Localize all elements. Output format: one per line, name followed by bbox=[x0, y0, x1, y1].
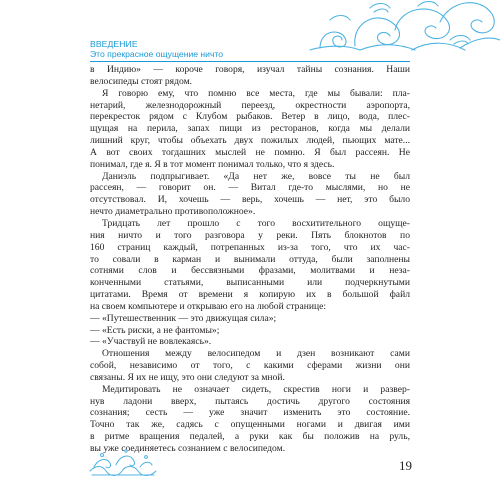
text-line: Медитировать не означает сидеть, скрестив ноги и развер- bbox=[102, 383, 410, 395]
text-line: собой, независимо от того, с какими сферами жизни они bbox=[90, 360, 410, 372]
page-number: 19 bbox=[399, 458, 412, 473]
text-line: лишний круг, чтобы объехать двух пожилых людей, пьющих мате... bbox=[90, 135, 410, 147]
text-line: нув ладони вверх, пытаясь достичь другого состояния bbox=[90, 395, 410, 407]
text-line: в ритме вращения педалей, а руки как бы положив на руль, bbox=[90, 431, 410, 443]
waves-decoration-icon bbox=[88, 447, 158, 477]
text-line: щущая на перила, запах пищи из ресторанов, когда мы делали bbox=[90, 123, 410, 135]
text-line: Даниэль подпрыгивает. «Да нет же, вовсе ты не был bbox=[102, 170, 410, 182]
text-line: отсутствовал. И, хочешь — верь, хочешь — нет, это было bbox=[90, 194, 410, 206]
text-line: сознания; сесть — уже значит изменить это состояние. bbox=[90, 407, 410, 419]
quote-line: — «Есть риски, а не фантомы»; bbox=[90, 324, 220, 336]
quote-line: — «Путешественник — это движущая сила»; bbox=[90, 312, 277, 324]
quote-line: — «Участвуй не вовлекаясь». bbox=[90, 336, 212, 348]
text-line: на своем компьютере и открываю его на любой странице: bbox=[90, 300, 327, 312]
text-line: рассеян, — говорит он. — Витал где-то мыслями, но не bbox=[90, 182, 410, 194]
text-line: нетарий, железнодорожный переезд, окрестности аэропорта, bbox=[90, 99, 410, 111]
text-line: ния ничто и того разговора у реки. Пять блокнотов по bbox=[90, 229, 410, 241]
header-divider bbox=[90, 61, 410, 62]
text-line: понимал, где я. Я в тот момент понимал только, что я здесь. bbox=[90, 158, 335, 170]
running-header bbox=[90, 39, 223, 60]
text-line: нечто диаметрально противоположное». bbox=[90, 206, 256, 218]
text-line: Отношения между велосипедом и дзен возникают сами bbox=[102, 348, 410, 360]
body-text bbox=[90, 64, 410, 455]
text-line: то совали в карман и вынимали оттуда, были заполнены bbox=[90, 253, 410, 265]
text-line: велосипеды стоят рядом. bbox=[90, 75, 193, 87]
chapter-subtitle: Это прекрасное ощущение ничто bbox=[90, 49, 224, 60]
text-line: А вот своих тогдашних мыслей не помню. Я был рассеян. Не bbox=[90, 146, 410, 158]
swirl-clouds-icon bbox=[300, 0, 500, 52]
text-line: 160 страниц каждый, потрепанных из-за того, что их час- bbox=[90, 241, 410, 253]
text-line: Я говорю ему, что помню все места, где мы бывали: пла- bbox=[102, 87, 410, 99]
text-line: вы уже соединяетесь сознанием с велосипедом. bbox=[90, 443, 286, 454]
text-line: цитатами. Время от времени я копирую их в большой файл bbox=[90, 289, 410, 301]
chapter-title: ВВЕДЕНИЕ bbox=[90, 39, 138, 49]
text-line: конченными статьями, выписанными или подчеркнутыми bbox=[90, 277, 410, 289]
text-line: сотнями слов и бессвязными фразами, молитвами и неза- bbox=[90, 265, 410, 277]
text-line: связаны. Я их не ищу, это они следуют за мной. bbox=[90, 371, 285, 383]
text-line: в Индию» — короче говоря, изучал тайны сознания. Наши bbox=[90, 64, 410, 75]
text-line: Точно так же, садясь с опущенными ногами и двигая ими bbox=[90, 419, 410, 431]
text-line: перекресток рядом с Клубом рыбаков. Ветер в лицо, вода, плес- bbox=[90, 111, 410, 123]
text-line: Тридцать лет прошло с того восхитительного ощуще- bbox=[102, 217, 410, 229]
